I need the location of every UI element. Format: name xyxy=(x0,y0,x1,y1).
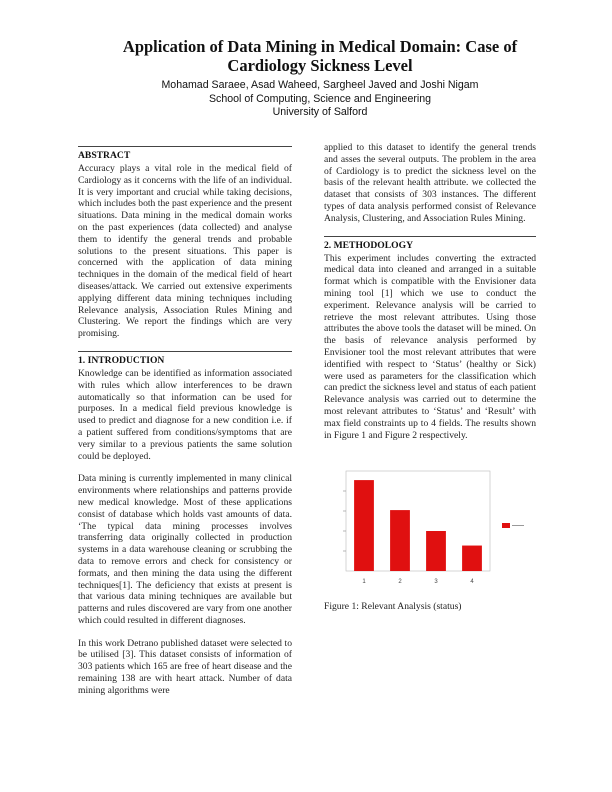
abstract-text: Accuracy plays a vital role in the medical field of Cardiology as it concerns with the life of an individual. It is very important and crucial while taking decisions, which includes both the past experience and the present situations. Data mining in the medical domain works on the past experiences (data collected) and analyse them to identify the general trends and probable solutions to the present situations. This paper is concerned with the application of data mining techniques in the domain of the medical field of heart diseases/attack. We carried out extensive experiments applying different data mining techniques including Relevance analysis, Association Rules Mining and Clustering. We report the findings which are very promising. xyxy=(78,163,292,340)
methodology-text: This experiment includes converting the extracted medical data into cleaned and arranged in a suitable format which is compatible with the Envisioner data mining tool [1] which we use to conduct the experiment. Relevance analysis will be carried to retrieve the most relevant attributes. Using those attributes the above tools the dataset will be mined. On the basis of relevance analysis performed by Envisioner tool the most relevant attributes that were identified with respect to ‘Status’ (healthy or Sick) were used as parameters for the classification which can predict the sickness level and status of each patient Relevance analysis was carried out to determine the most relevant attributes to ‘Status’ and ‘Result’ with max field constraints up to 4 fields. The results shown in Figure 1 and Figure 2 respectively. xyxy=(324,252,536,441)
intro-paragraph-1: Knowledge can be identified as information associated with rules which allow interferences to be drawn automatically so that information can be used for purposes. In a medical field previous knowledge is used to predict and diagnose for a new condition i.e. if a patient suffered from conditions/symptoms that are very similar to a previous patients the same solution could be deployed. xyxy=(78,367,292,462)
right-column xyxy=(324,142,536,613)
x-tick-label: 2 xyxy=(398,579,402,586)
intro-paragraph-3: In this work Detrano published dataset were selected to be utilised [3]. This dataset consists of information of 303 patients which 165 are free of heart disease and the remaining 138 are with heart attack. Number of data mining algorithms were xyxy=(78,637,292,696)
author-names: Mohamad Saraee, Asad Waheed, Sargheel Javed and Joshi Nigam xyxy=(161,79,479,91)
methodology-heading: 2. METHODOLOGY xyxy=(324,236,536,252)
paper-title: Application of Data Mining in Medical Domain: Case of Cardiology Sickness Level xyxy=(122,37,518,75)
bar-4 xyxy=(462,546,482,571)
x-tick-label: 1 xyxy=(362,579,366,586)
affiliation-university: University of Salford xyxy=(272,106,368,118)
x-tick-label: 4 xyxy=(470,579,474,586)
figure-caption: Figure 1: Relevant Analysis (status) xyxy=(324,601,462,613)
figure-1 xyxy=(324,455,536,595)
legend-swatch xyxy=(502,523,510,528)
bar-2 xyxy=(390,510,410,571)
bar-3 xyxy=(426,531,446,571)
intro-paragraph-4: applied to this dataset to identify the general trends and asses the several outputs. The problem in the area of Cardiology is to predict the sickness level on the basis of the relevant health attribute. we collected the dataset that consists of 303 instances. The different types of data analysis performed consist of Relevance Analysis, Clustering, and Association Rules Mining. xyxy=(324,142,536,224)
author-block xyxy=(110,79,530,120)
left-column xyxy=(78,146,292,708)
abstract-heading: ABSTRACT xyxy=(78,146,292,162)
introduction-heading: 1. INTRODUCTION xyxy=(78,351,292,367)
relevance-bar-chart xyxy=(324,455,536,595)
intro-paragraph-2: Data mining is currently implemented in many clinical environments where relationships and patterns provide new medical knowledge. Most of these applications consist of database which holds vast amounts of data. ‘The typical data mining processes involves transferring data originally collected in production systems in a data warehouse cleaning or scrubbing the data to remove errors and check for consistency or formats, and then mining the data using the different techniques[1]. The deficiency that exists at present is that various data mining techniques are available but patterns and rules discovered are vary from one another which could resulted in different diagnoses. xyxy=(78,473,292,626)
bar-1 xyxy=(354,480,374,571)
affiliation-school: School of Computing, Science and Engineering xyxy=(208,92,432,105)
x-tick-label: 3 xyxy=(434,579,438,586)
